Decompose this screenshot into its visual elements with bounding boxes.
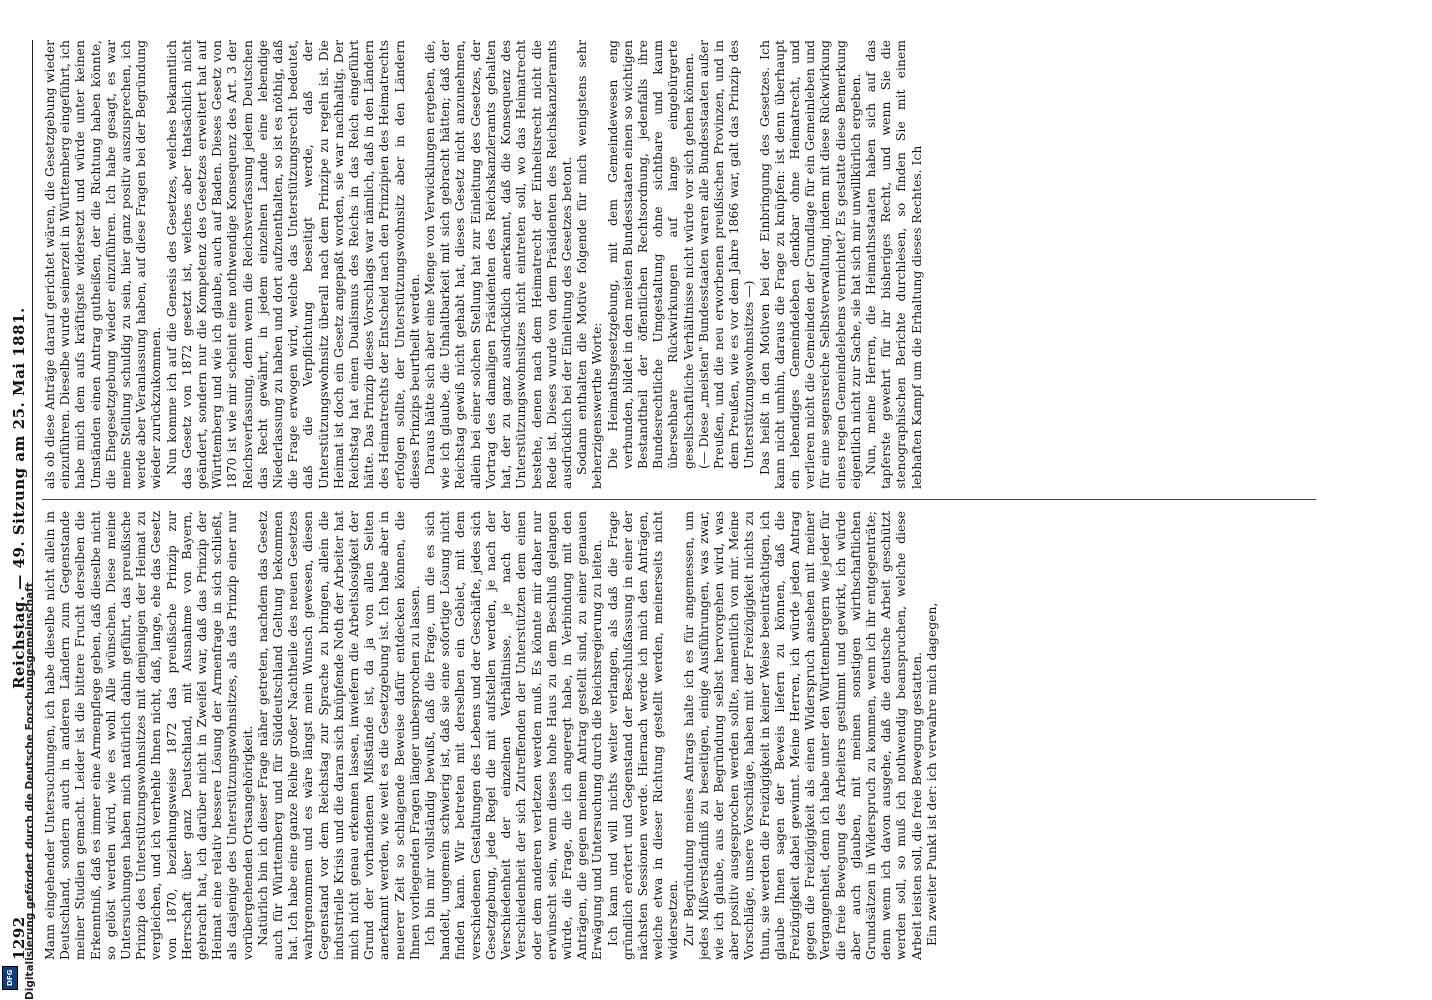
paragraph: Sodann enthalten die Motive folgende für mich wenigstens sehr beherzigenswerthe Worte: <box>574 40 605 489</box>
quoted-paragraph: Die Heimathsgesetzgebung, mit dem Gemeindewesen eng verbunden, bildet in den meisten Bundesstaaten einen so wichtigen Bestandtheil der öffentlichen Rechtsordnung, jedenfalls ihre Bundesrechtliche Umgestaltung ohne sichtbare und kaum übersehbare Rückwirkungen auf lange eingebürgerte gesellschaftliche Verhältnisse nicht würde vor sich gehen können. <box>604 40 696 469</box>
column-divider <box>42 499 1316 500</box>
paragraph: Ich kann und will nichts weiter verlangen, als daß die Frage gründlich erörtert und Gegenstand der Beschlußfassung in einer der nächsten Sessionen werde. Hiernach werde ich mich den Anträgen, welche etwa in dieser Richtung gestellt werden, meinerseits nicht widersetzen. <box>604 511 681 960</box>
quoted-paragraph: (— Diese „meisten" Bundesstaaten waren alle Bundesstaaten außer Preußen, und die neu erworbenen preußischen Provinzen, und in dem Preußen, wie es vor dem Jahre 1866 war, galt das Prinzip des Unterstützungswohnsitzes —) <box>695 40 757 469</box>
page-number: 1292 <box>10 916 28 960</box>
paragraph: Ein zweiter Punkt ist der: ich verwahre mich dagegen, <box>923 602 939 946</box>
paragraph: Nun, meine Herren, die Heimathsstaaten haben sich auf das tapferste gewehrt für ihr bisheriges Recht, und wenn Sie die stenographischen Berichte durchlesen, so finden Sie mit einem lebhaften Kampf um die Erhaltung dieses Rechtes. Ich <box>862 40 924 489</box>
paragraph: als ob diese Anträge darauf gerichtet wären, die Gesetzgebung wieder einzuführen. Dieselbe wurde seinerzeit in Württemberg eingeführt, ich habe mich dem aufs kräftigste widersetzt und würde unter keinen Umständen einen Antrag gutheißen, der die Richtung haben könnte, die Ehegesetzgebung wieder einzuführen. Ich habe gesagt, es war meine Stellung schuldig zu sein, hier ganz positiv auszusprechen, ich werde aber Veranlassung haben, auf diese Fragen bei der Begründung wieder zurückzukommen. <box>42 40 164 489</box>
dfg-logo: DFG <box>2 966 18 990</box>
paragraph: Das heißt in den Motiven bei der Einbringung des Gesetzes. Ich kann nicht umhin, daraus die Frage zu knüpfen: ist denn überhaupt ein lebendiges Gemeindeleben denkbar ohne Heimatrecht, und verlieren nicht die Gemeinden der Grundlage für ein Gemeinleben und für eine segensreiche Selbstverwaltung, indem mit diese Rückwirkung eines regen Gemeindelebens vernichtet? Es gestatte diese Bemerkung eigentlich nicht zur Sache, sie hat sich mir unwillkürlich ergeben. <box>756 40 863 489</box>
paragraph: Natürlich bin ich dieser Frage näher getreten, nachdem das Gesetz auch für Württemberg und für Süddeutschland Geltung bekommen hat. Ich habe eine ganze Reihe großer Nachtheile des neuen Gesetzes wahrgenommen und es wäre längst mein Wunsch gewesen, diesen Gegenstand vor dem Reichstag zur Sprache zu bringen, allein die industrielle Krisis und die daran sich knüpfende Noth der Arbeiter hat mich nicht genau erkennen lassen, inwiefern die Arbeitslosigkeit der Grund der vorhandenen Mißstände ist, da ja von allen Seiten anerkannt werden, wie weit es die Gesetzgebung ist. Ich habe aber in neuerer Zeit so schlagende Beweise dafür entdecken können, die Ihnen vorliegenden Fragen länger unbesprochen zu lassen. <box>254 511 422 960</box>
credit-strip <box>0 560 36 1000</box>
right-column <box>42 40 1316 489</box>
credit-text: Digitalisierung gefördert durch die Deutsche Forschungsgemeinschaft <box>24 582 36 1000</box>
text-columns <box>42 40 1316 960</box>
page-title: Reichstag. — 49. Sitzung am 25. Mai 1881. <box>10 307 28 689</box>
paragraph: Mann eingehender Untersuchungen, ich habe dieselbe nicht allein in Deutschland, sondern auch in anderen Ländern zum Gegenstande meiner Studien gemacht. Leider ist die bittere Frucht derselben die Erkenntniß, daß es immer eine Armenpflege geben, daß dieselbe nicht so gelöst werden wird, wie es wohl Alle wünschen. Diese meine Untersuchungen haben mich natürlich dahin geführt, das preußische Prinzip des Unterstützungswohnsitzes mit demjenigen der Heimat zu vergleichen, und ich verhehle Ihnen nicht, daß, lange, ehe das Gesetz von 1870, beziehungsweise 1872 das preußische Prinzip zur Herrschaft über ganz Deutschland, mit Ausnahme von Bayern, gebracht hat, ich darüber nicht in Zweifel war, daß das Prinzip der Heimat eine relativ bessere Lösung der Armenfrage in sich schließt, als dasjenige des Unterstützungswohnsitzes, als das Prinzip einer nur vorübergehenden Ortsangehörigkeit. <box>42 511 255 960</box>
paragraph: Zur Begründung meines Antrags halte ich es für angemessen, um jedes Mißverständniß zu beseitigen, einige Ausführungen, was zwar, wie ich glaube, aus der Begründung selbst hervorgehen wird, was aber positiv ausgesprochen werden sollte, namentlich von mir. Meine Vorschläge, unsere Vorschläge, haben mit der Freizügigkeit nichts zu thun, sie werden die Freizügigkeit in keiner Weise beeinträchtigen, ich glaube Ihnen sagen der Beweis liefern zu können, daß die Freizügigkeit dabei gewinnt. Meine Herren, ich würde jeden Antrag gegen die Freizügigkeit als einen Widerspruch ansehen mit meiner Vergangenheit, denn ich habe unter den Württembergern wie jeder für die freie Bewegung des Arbeiters gestimmt und gewirkt, ich würde aber auch glauben, mit meinen sonstigen wirthschaftlichen Grundsätzen in Widerspruch zu kommen, wenn ich ihr entgegenträte; denn wenn ich davon ausgehe, daß die deutsche Arbeit geschützt werden soll, so muß ich nothwendig beanspruchen, welche diese Arbeit leisten soll, die freie Bewegung gestatten. <box>680 511 924 960</box>
paragraph: Daraus hätte sich aber eine Menge von Verwicklungen ergeben, die, wie ich glaube, die Unhaltbarkeit mit sich gebracht hätten; daß der Reichstag gewiß nicht gehabt hat, dieses Gesetz nicht anzunehmen, allein bei einer solchen Stellung hat zur Einleitung des Gesetzes, der Vortrag des damaligen Präsidenten des Reichskanzleramts gehalten hat, der zu ganz ausdrücklich anerkannt, daß die Konsequenz des Unterstützungswohnsitzes nicht eintreten soll, wo das Heimatrecht bestehe, denen nach dem Heimatrecht der Einheitsrecht nicht die Rede ist. Dieses wurde von dem Präsidenten des Reichskanzleramts ausdrücklich bei der Einleitung des Gesetzes betont. <box>422 40 574 489</box>
left-column <box>42 511 1316 960</box>
paragraph: Nun komme ich auf die Genesis des Gesetzes, welches bekanntlich das Gesetz von 1872 gesetzt ist, welches aber thatsächlich nicht geändert, sondern nur die Kompetenz des Gesetzes erweitert hat auf Württemberg und wie ich glaube, auch auf Baden. Dieses Gesetz von 1870 ist wie mir scheint eine nothwendige Konsequenz des Art. 3 der Reichsverfassung, denn wenn die Reichsverfassung jedem Deutschen das Recht gewährt, in jedem einzelnen Lande eine lebendige Niederlassung zu haben und dort aufzuenthalten, so ist es nöthig, daß die Frage erwogen wird, welche das Unterstützungsrecht bedeutet, daß die Verpflichtung beseitigt werde, daß der Unterstützungswohnsitz überall nach dem Prinzipe zu regeln ist. Die Heimat ist doch ein Gesetz angepaßt worden, sie war nachhaltig. Der Reichstag hat einen Dualismus des Reichs in das Reich eingeführt hätte. Das Prinzip dieses Vorschlags war nämlich, daß in den Ländern des Heimatrechts der Entscheid nach den Prinzipien des Heimatrechts erfolgen sollte, der Unterstützungswohnsitz aber in den Ländern dieses Prinzips beurtheilt werden. <box>163 40 422 489</box>
paragraph: Ich bin mir vollständig bewußt, daß die Frage, um die es sich handelt, ungemein schwierig ist, daß sie eine sofortige Lösung nicht finden kann. Wir betreten mit derselben ein Gebiet, mit dem verschiedenen Gestaltungen des Lebens und der Geschäfte, jedes sich Gesetzgebung, jede Regel die mit aufstellen werden, je nach der Verschiedenheit der einzelnen Verhältnisse, je nach der Verschiedenheit der sich Zutreffenden der Unterstützten dem einen oder dem anderen verletzen werden muß. Es könnte mir daher nur erwünscht sein, wenn dieses hohe Haus zu dem Beschluß gelangen würde, die Frage, die ich angeregt habe, in Verbindung mit den Anträgen, die gegen meinem Antrag gestellt sind, zu einer genauen Erwägung und Untersuchung durch die Reichsregierung zu leiten. <box>422 511 605 960</box>
